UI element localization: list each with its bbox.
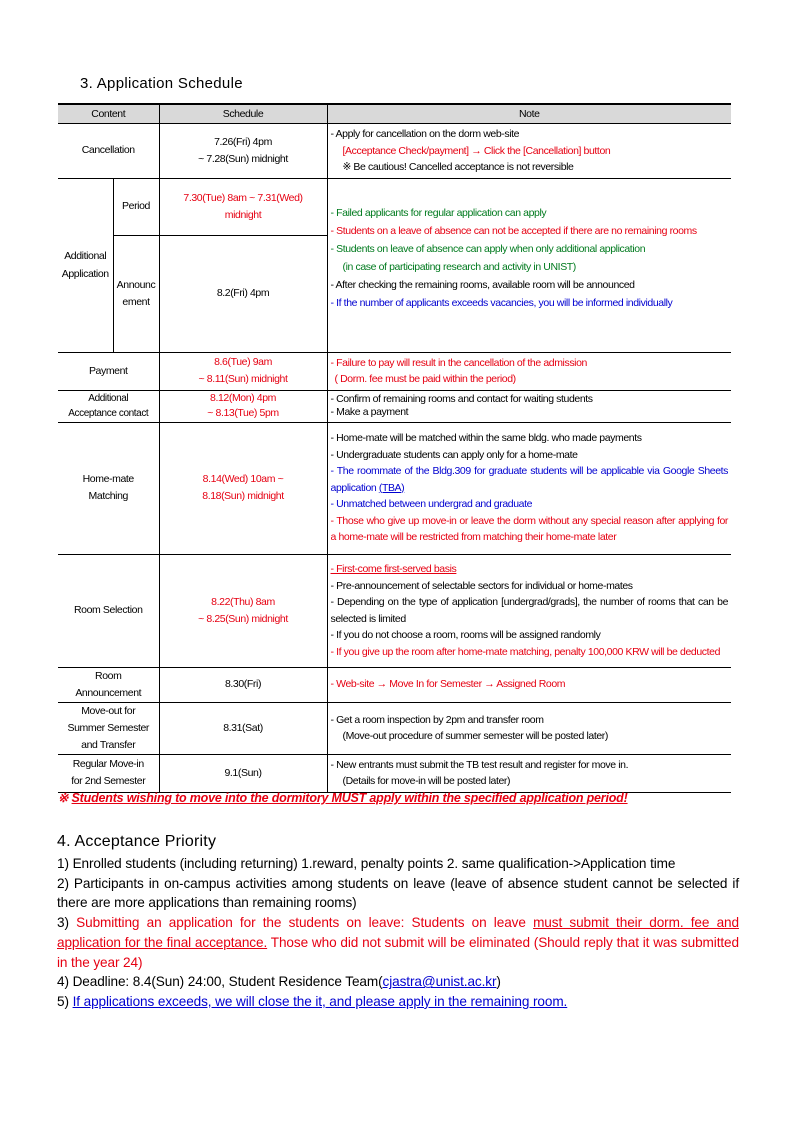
item-number: 5) xyxy=(57,993,73,1009)
item-text: Submitting an application for the students on leave: Students on leave xyxy=(76,915,534,931)
note-line: - New entrants must submit the TB test result and register for move in. xyxy=(330,758,629,771)
table-row xyxy=(58,754,731,792)
item-text: Those who did not submit will be eliminated (Should reply that it was submitted in the year 24) xyxy=(57,934,739,970)
table-row xyxy=(58,554,731,667)
note-line: - Students on a leave of absence can not be accepted if there are no remaining rooms xyxy=(330,225,697,237)
note-line: - Home-mate will be matched within the same bldg. who made payments xyxy=(330,432,642,445)
note-line: - Pre-announcement of selectable sectors for individual or home-mates xyxy=(330,579,633,592)
note-moveout xyxy=(327,702,731,754)
schedule-period xyxy=(159,178,327,235)
table-row xyxy=(58,124,731,179)
schedule-line: ~ 8.11(Sun) midnight xyxy=(198,373,288,385)
note-line: ( Dorm. fee must be paid within the period) xyxy=(334,373,516,385)
header-schedule: Schedule xyxy=(159,104,327,124)
label-line: Matching xyxy=(88,490,128,502)
note-line: ※ Be cautious! Cancelled acceptance is not reversible xyxy=(342,161,574,173)
application-period-warning xyxy=(58,790,628,805)
label-line: Acceptance contact xyxy=(68,408,149,419)
table-row xyxy=(58,352,731,390)
schedule-line: 8.22(Thu) 8am xyxy=(211,595,275,608)
row-label-room-announcement xyxy=(58,667,159,702)
label-line: Room xyxy=(95,669,122,682)
schedule-additional-contact xyxy=(159,390,327,422)
note-text: - The roommate of the Bldg.309 for graduate students will be applicable via Google Sheets application xyxy=(330,465,729,494)
priority-item-4 xyxy=(57,972,739,992)
note-line: - If you give up the room after home-mate matching, penalty 100,000 KRW will be deducted xyxy=(330,645,721,658)
note-line: - After checking the remaining rooms, available room will be announced xyxy=(330,279,635,291)
note-cancellation xyxy=(327,124,731,179)
label-line: Home-mate xyxy=(82,473,134,485)
tba-text: (TBA) xyxy=(378,481,405,494)
priority-item-3 xyxy=(57,913,739,972)
table-row xyxy=(58,667,731,702)
schedule-announcement: 8.2(Fri) 4pm xyxy=(159,235,327,352)
note-line: (in case of participating research and activity in UNIST) xyxy=(342,261,576,273)
warning-text: Students wishing to move into the dormitory MUST apply within the specified application period! xyxy=(71,791,628,805)
note-line xyxy=(331,463,729,496)
header-content: Content xyxy=(58,104,159,124)
priority-item-5 xyxy=(57,992,739,1012)
schedule-line: 8.14(Wed) 10am ~ xyxy=(202,473,284,485)
label-line: for 2nd Semester xyxy=(71,775,146,787)
note-line: (Move-out procedure of summer semester will be posted later) xyxy=(342,730,608,742)
row-label-moveout xyxy=(58,702,159,754)
schedule-line: ~ 8.13(Tue) 5pm xyxy=(207,407,279,419)
section-title-application-schedule: 3. Application Schedule xyxy=(80,75,243,92)
schedule-line: 8.6(Tue) 9am xyxy=(214,356,272,368)
schedule-moveout: 8.31(Sat) xyxy=(159,702,327,754)
label-line: and Transfer xyxy=(81,738,136,751)
note-line: - First-come first-served basis xyxy=(330,563,457,575)
schedule-line: 8.18(Sun) midnight xyxy=(202,490,284,502)
priority-item-1: 1) Enrolled students (including returning) 1.reward, penalty points 2. same qualification->Application time xyxy=(57,856,676,871)
acceptance-priority-list xyxy=(57,854,739,1012)
note-room-selection xyxy=(327,554,731,667)
schedule-homemate xyxy=(159,422,327,554)
note-line: - Apply for cancellation on the dorm web-site xyxy=(330,128,520,140)
item-text: ) xyxy=(496,974,501,990)
note-movein xyxy=(327,754,731,792)
item-number: 3) xyxy=(57,915,77,931)
schedule-cancellation xyxy=(159,124,327,179)
schedule-line: midnight xyxy=(224,208,262,221)
sub-label-period: Period xyxy=(113,178,159,235)
table-row xyxy=(58,390,731,422)
row-label-payment: Payment xyxy=(58,352,159,390)
sub-label-announcement: Announcement xyxy=(113,235,159,352)
note-payment xyxy=(327,352,731,390)
row-label-movein xyxy=(58,754,159,792)
note-additional-contact xyxy=(327,390,731,422)
note-line: - Get a room inspection by 2pm and transfer room xyxy=(330,713,544,726)
label-line: Regular Move-in xyxy=(72,758,144,770)
note-line: - If the number of applicants exceeds vacancies, you will be informed individually xyxy=(330,297,673,309)
note-line: [Acceptance Check/payment] → Click the [Cancellation] button xyxy=(342,144,611,157)
schedule-line: 7.30(Tue) 8am ~ 7.31(Wed) xyxy=(183,191,303,204)
row-label-additional-application: Additional Application xyxy=(58,178,113,352)
note-line: - Students on leave of absence can apply when only additional application xyxy=(330,243,646,255)
table-row xyxy=(58,178,731,235)
schedule-line: 8.12(Mon) 4pm xyxy=(210,392,277,404)
note-homemate xyxy=(327,422,731,554)
schedule-line: ~ 8.25(Sun) midnight xyxy=(198,612,288,625)
schedule-room-announcement: 8.30(Fri) xyxy=(159,667,327,702)
note-line: - Confirm of remaining rooms and contact for waiting students xyxy=(330,393,593,405)
item-text-underlined: must submit their dorm. fee and application for the final acceptance. xyxy=(57,915,739,950)
note-line: - Failure to pay will result in the cancellation of the admission xyxy=(330,356,587,369)
table-row xyxy=(58,422,731,554)
note-line: - Make a payment xyxy=(330,406,409,418)
label-line: Announcement xyxy=(75,686,142,699)
label-line: Summer Semester xyxy=(67,721,150,734)
note-line: - If you do not choose a room, rooms will be assigned randomly xyxy=(330,629,601,641)
application-schedule-table xyxy=(58,103,731,793)
note-room-announcement: - Web-site → Move In for Semester → Assigned Room xyxy=(327,667,731,702)
email-link[interactable]: cjastra@unist.ac.kr xyxy=(382,974,497,990)
schedule-movein: 9.1(Sun) xyxy=(159,754,327,792)
section-title-acceptance-priority: 4. Acceptance Priority xyxy=(57,833,217,850)
row-label-cancellation: Cancellation xyxy=(58,124,159,179)
row-label-homemate-matching xyxy=(58,422,159,554)
table-row xyxy=(58,702,731,754)
note-line: - Unmatched between undergrad and graduate xyxy=(330,498,533,511)
row-label-additional-acceptance-contact xyxy=(58,390,159,422)
item-text: 4) Deadline: 8.4(Sun) 24:00, Student Residence Team( xyxy=(57,974,383,990)
note-line: - Undergraduate students can apply only for a home-mate xyxy=(330,448,578,461)
note-additional-application xyxy=(327,178,731,352)
schedule-room-selection xyxy=(159,554,327,667)
item-text-underlined: If applications exceeds, we will close the it, and please apply in the remaining room. xyxy=(72,993,568,1009)
label-line: Move-out for xyxy=(81,704,136,717)
table-header-row xyxy=(58,104,731,124)
priority-item-2: 2) Participants in on-campus activities among students on leave (leave of absence student cannot be selected if there are more applications than remaining rooms) xyxy=(57,875,739,911)
label-line: Additional xyxy=(88,393,129,404)
reference-mark-icon: ※ xyxy=(58,791,72,805)
note-line: - Failed applicants for regular application can apply xyxy=(330,207,547,219)
schedule-line: 7.26(Fri) 4pm xyxy=(214,135,272,148)
header-note: Note xyxy=(327,104,731,124)
note-line: - Those who give up move-in or leave the dorm without any special reason after applying for a home-mate will be restricted from matching their home-mate later xyxy=(330,514,729,544)
schedule-line: ~ 7.28(Sun) midnight xyxy=(198,152,288,165)
row-label-room-selection: Room Selection xyxy=(58,554,159,667)
note-line: - Depending on the type of application [undergrad/grads], the number of rooms that can be selected is limited xyxy=(330,596,729,625)
schedule-payment xyxy=(159,352,327,390)
note-line: (Details for move-in will be posted later) xyxy=(342,775,511,787)
